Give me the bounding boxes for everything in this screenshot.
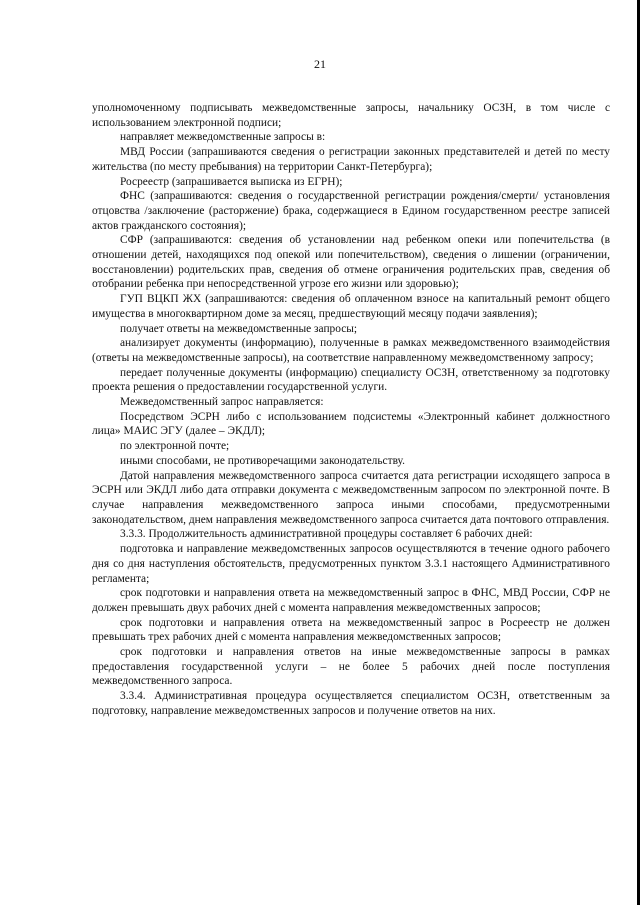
document-body [92,101,610,719]
paragraph: 3.3.4. Административная процедура осуществляется специалистом ОСЗН, ответственным за подготовку, направление межведомственных запросов и получение ответов на них. [92,690,610,717]
paragraph: Росреестр (запрашивается выписка из ЕГРН); [120,175,343,188]
paragraph: анализирует документы (информацию), полученные в рамках межведомственного взаимодействия (ответы на межведомственные запросы), на соответствие направленному межведомственному запросу; [92,337,610,364]
paragraph: Межведомственный запрос направляется: [120,396,324,409]
paragraph: МВД России (запрашиваются сведения о регистрации законных представителей и детей по месту жительства (по месту пребывания) на территории Санкт-Петербурга); [92,146,610,173]
page-number: 21 [314,57,326,71]
paragraph: направляет межведомственные запросы в: [120,131,326,144]
paragraph: срок подготовки и направления ответов на иные межведомственные запросы в рамках предоставления государственной услуги – не более 5 рабочих дней после поступления межведомственного запроса. [92,646,610,688]
paragraph: по электронной почте; [120,440,230,453]
paragraph: Датой направления межведомственного запроса считается дата регистрации исходящего запроса в ЭСРН или ЭКДЛ либо дата отправки документа с межведомственным запросом по электронной почте. В случае направления межведомственного запроса иными способами, предусмотренными законодательством, днем направления межведомственного запроса считается дата почтового отправления. [92,469,610,526]
paragraph: подготовка и направление межведомственных запросов осуществляются в течение одного рабочего дня со дня наступления обстоятельств, предусмотренных пунктом 3.3.1 настоящего Административного регламента; [92,543,610,585]
paragraph: получает ответы на межведомственные запросы; [120,322,358,335]
paragraph: СФР (запрашиваются: сведения об установлении над ребенком опеки или попечительства (в отношении детей, находящихся под опекой или попечительством), сведения о лишении (ограничении, восстановлении) родительских прав, сведения об отмене ограничения родительских прав, сведения об отобрании ребенка при непосредственной угрозе его жизни или здоровью); [92,234,610,291]
paragraph: передает полученные документы (информацию) специалисту ОСЗН, ответственному за подготовку проекта решения о предоставлении государственной услуги. [92,366,610,394]
paragraph: иными способами, не противоречащими законодательству. [120,454,405,467]
paragraph: срок подготовки и направления ответа на межведомственный запрос в Росреестр не должен превышать трех рабочих дней с момента направления межведомственных запросов; [92,616,610,644]
paragraph: ФНС (запрашиваются: сведения о государственной регистрации рождения/смерти/ установления отцовства /заключение (расторжение) брака, содержащиеся в Едином государственном реестре записей актов гражданского состояния); [92,190,610,232]
paragraph: 3.3.3. Продолжительность административной процедуры составляет 6 рабочих дней: [120,528,533,541]
paragraph: ГУП ВЦКП ЖХ (запрашиваются: сведения об оплаченном взносе на капитальный ремонт общего имущества в многоквартирном доме за месяц, предшествующий месяцу подачи заявления); [92,293,610,320]
paragraph: Посредством ЭСРН либо с использованием подсистемы «Электронный кабинет должностного лица» МАИС ЭГУ (далее – ЭКДЛ); [92,410,610,438]
paragraph: уполномоченному подписывать межведомственные запросы, начальнику ОСЗН, в том числе с использованием электронной подписи; [92,102,610,129]
paragraph: срок подготовки и направления ответа на межведомственный запрос в ФНС, МВД России, СФР не должен превышать двух рабочих дней с момента направления межведомственных запросов; [92,587,610,614]
